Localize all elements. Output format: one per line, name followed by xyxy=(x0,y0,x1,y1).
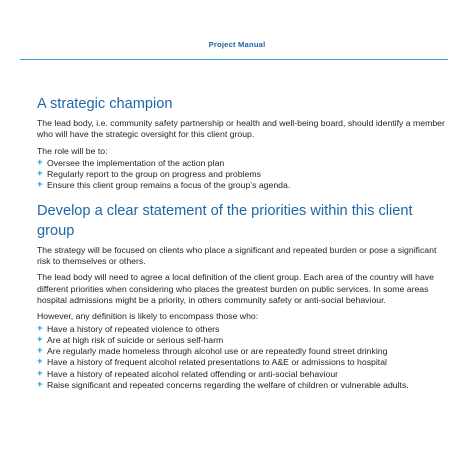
plus-bullet-icon: + xyxy=(37,379,43,391)
plus-bullet-icon: + xyxy=(37,179,43,191)
list-item-text: Have a history of repeated alcohol related offending or anti-social behaviour xyxy=(47,368,339,379)
role-intro: The role will be to: xyxy=(37,145,108,156)
plus-bullet-icon: + xyxy=(37,333,43,345)
list-item xyxy=(37,346,447,357)
section-priorities xyxy=(37,201,447,392)
page-content xyxy=(37,94,447,391)
list-item xyxy=(37,380,447,391)
list-item xyxy=(37,357,447,368)
list-item xyxy=(37,335,447,346)
list-item xyxy=(37,169,447,180)
list-item xyxy=(37,324,447,335)
page-header: Project Manual xyxy=(208,40,266,49)
paragraph: The lead body will need to agree a local definition of the client group. Each area of the country will have different priorities when considering who places the greatest burden on public services. In some areas hospital admissions might be a priority, in others community safety or anti-social behaviour. xyxy=(37,272,434,305)
section-heading: Develop a clear statement of the priorities within this client group xyxy=(37,202,413,239)
header-divider xyxy=(20,59,448,60)
plus-bullet-icon: + xyxy=(37,156,43,168)
section-intro: The lead body, i.e. community safety partnership or health and well-being board, should identify a member who will have the strategic oversight for this client group. xyxy=(37,118,445,140)
plus-bullet-icon: + xyxy=(37,168,43,180)
criteria-list xyxy=(37,324,447,392)
role-list xyxy=(37,158,447,192)
list-item-text: Have a history of repeated violence to others xyxy=(47,323,220,334)
list-item-text: Regularly report to the group on progress and problems xyxy=(47,169,261,180)
paragraph: The strategy will be focused on clients who place a significant and repeated burden or pose a significant risk to themselves or others. xyxy=(37,244,437,267)
list-item xyxy=(37,180,447,191)
plus-bullet-icon: + xyxy=(37,345,43,357)
list-item-text: Are at high risk of suicide or serious self-harm xyxy=(47,334,224,345)
list-item xyxy=(37,369,447,380)
list-item-text: Raise significant and repeated concerns regarding the welfare of children or vulnerable adults. xyxy=(47,380,409,391)
plus-bullet-icon: + xyxy=(37,322,43,334)
plus-bullet-icon: + xyxy=(37,356,43,368)
list-item-text: Ensure this client group remains a focus of the group’s agenda. xyxy=(47,180,291,191)
paragraph: However, any definition is likely to encompass those who: xyxy=(37,311,259,322)
plus-bullet-icon: + xyxy=(37,367,43,379)
section-strategic-champion xyxy=(37,94,447,192)
list-item-text: Oversee the implementation of the action plan xyxy=(47,157,225,168)
list-item-text: Are regularly made homeless through alcohol use or are repeatedly found street drinking xyxy=(47,346,388,357)
list-item xyxy=(37,158,447,169)
section-heading: A strategic champion xyxy=(37,96,173,112)
list-item-text: Have a history of frequent alcohol related presentations to A&E or admissions to hospital xyxy=(47,357,387,368)
